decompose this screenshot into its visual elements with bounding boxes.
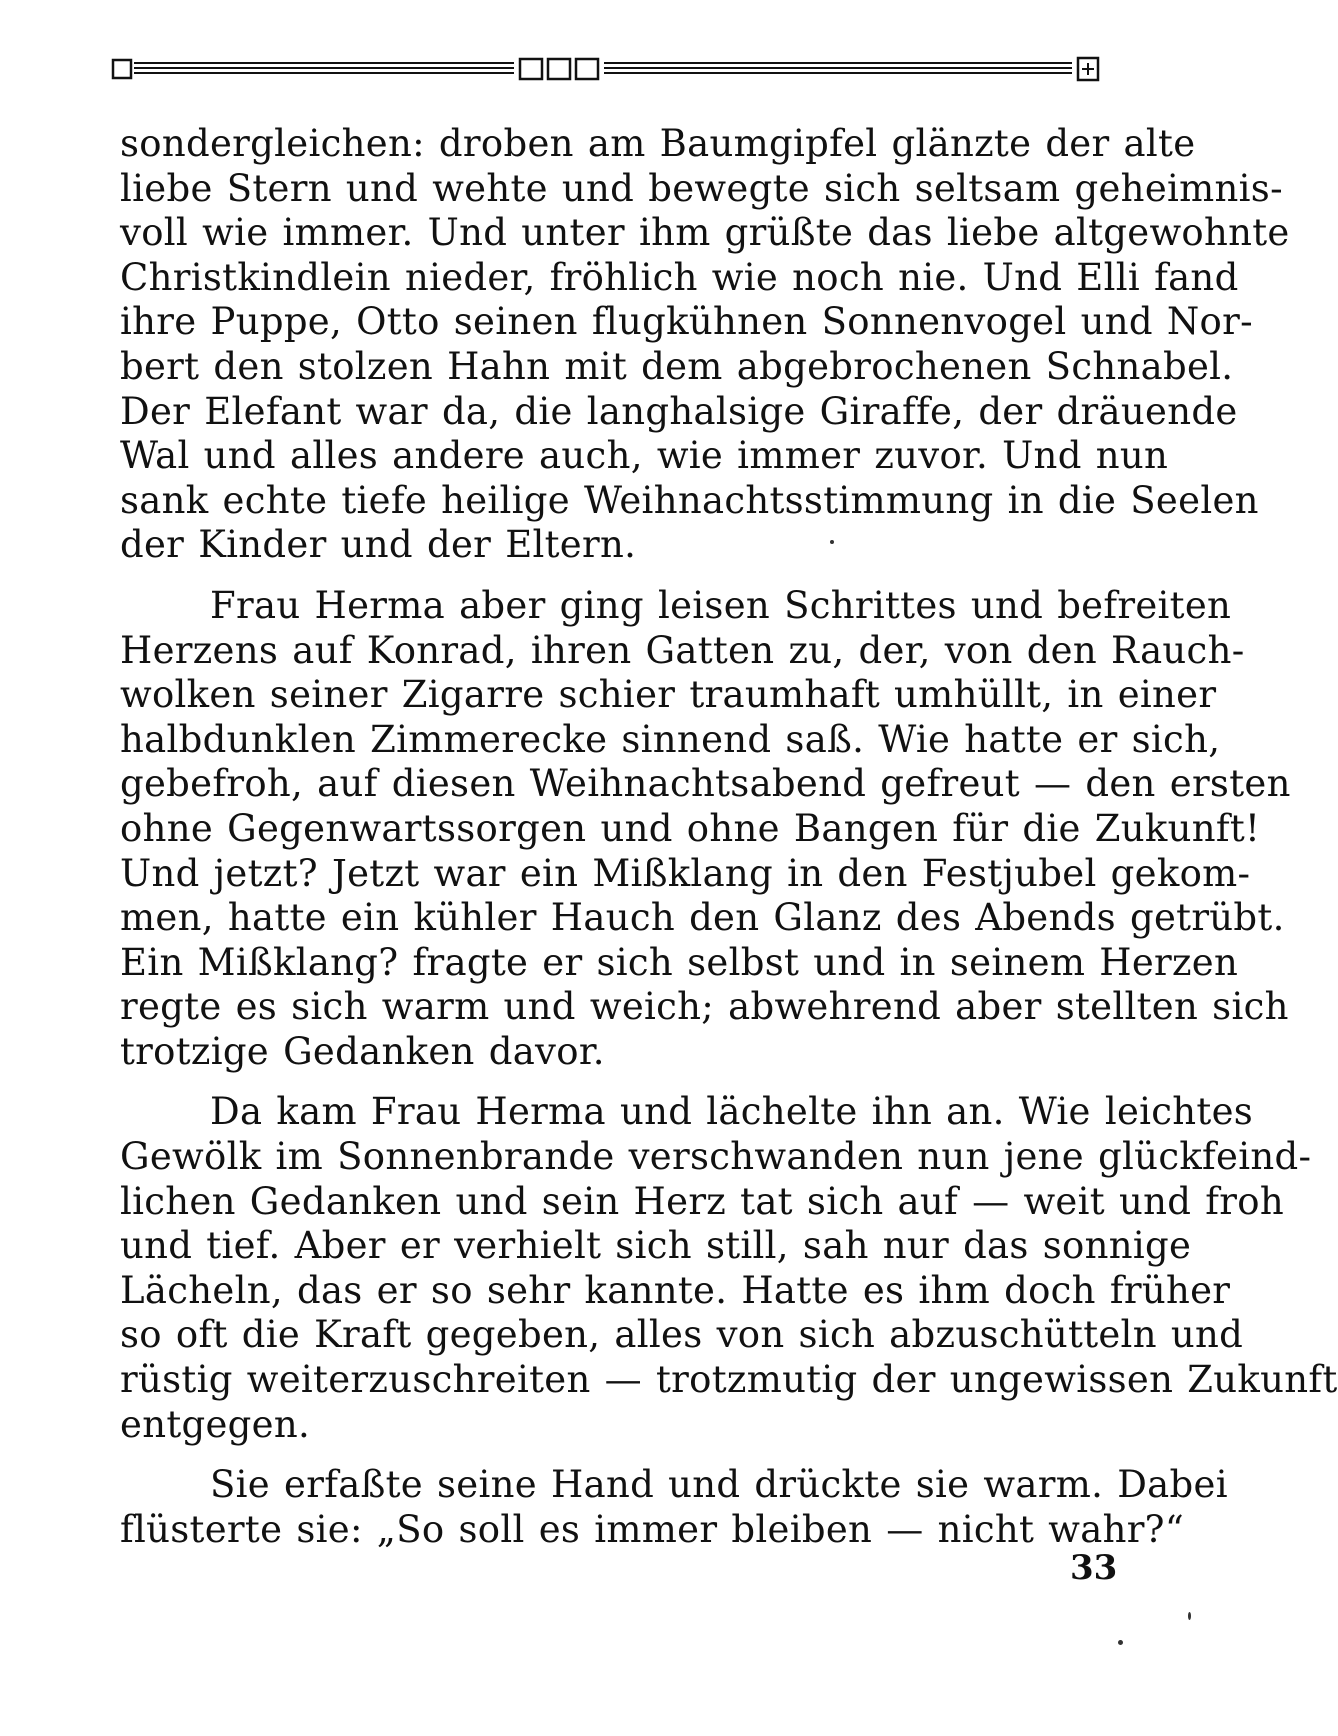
ornament-center-box-1 [520,59,542,79]
paragraph-gap [120,1074,1120,1090]
text-line: und tief. Aber er verhielt sich still, sah nur das sonnige [120,1224,1192,1268]
body-text [120,122,1338,1552]
print-speck [830,540,834,544]
paragraph-gap [120,568,1120,584]
text-line: Christkindlein nieder, fröhlich wie noch nie. Und Elli fand [120,255,1239,299]
text-line: halbdunklen Zimmerecke sinnend saß. Wie hatte er sich, [120,717,1221,761]
ornament-center-box-2 [548,59,570,79]
text-line: entgegen. [120,1402,311,1446]
text-line: der Kinder und der Eltern. [120,523,637,567]
print-speck [1188,1612,1191,1620]
text-line: Der Elefant war da, die langhalsige Giraffe, der dräuende [120,389,1238,433]
text-line: regte es sich warm und weich; abwehrend aber stellten sich [120,985,1289,1029]
text-line: wolken seiner Zigarre schier traumhaft umhüllt, in einer [120,673,1217,717]
text-line: bert den stolzen Hahn mit dem abgebrochenen Schnabel. [120,344,1234,388]
paragraph [120,1463,1228,1552]
text-line: ihre Puppe, Otto seinen flugkühnen Sonnenvogel und Nor- [120,300,1253,344]
paragraph [120,583,1291,1075]
paragraph-gap [120,1447,1120,1463]
text-line: rüstig weiterzuschreiten — trotzmutig der ungewissen Zukunft [120,1358,1338,1402]
text-line: Gewölk im Sonnenbrande verschwanden nun jene glückfeind- [120,1135,1312,1179]
text-line: men, hatte ein kühler Hauch den Glanz des Abends getrübt. [120,896,1285,940]
text-line: Lächeln, das er so sehr kannte. Hatte es ihm doch früher [120,1268,1231,1312]
text-line: ohne Gegenwartssorgen und ohne Bangen für die Zukunft! [120,806,1261,850]
print-speck [1118,1640,1123,1645]
text-line: Und jetzt? Jetzt war ein Mißklang in den Festjubel gekom- [120,851,1251,895]
text-line: Herzens auf Konrad, ihren Gatten zu, der, von den Rauch- [120,628,1245,672]
paragraph [120,1090,1338,1447]
text-line: Sie erfaßte seine Hand und drückte sie warm. Dabei [210,1463,1228,1507]
text-line: lichen Gedanken und sein Herz tat sich auf — weit und froh [120,1179,1284,1223]
text-line: liebe Stern und wehte und bewegte sich seltsam geheimnis- [120,166,1283,210]
text-line: sank echte tiefe heilige Weihnachtsstimmung in die Seelen [120,478,1259,522]
text-line: so oft die Kraft gegeben, alles von sich abzuschütteln und [120,1313,1244,1357]
text-line: gebefroh, auf diesen Weihnachtsabend gefreut — den ersten [120,762,1291,806]
paragraph [120,122,1290,568]
text-line: trotzige Gedanken davor. [120,1029,605,1073]
text-line: flüsterte sie: „So soll es immer bleiben — nicht wahr?“ [120,1507,1185,1551]
header-ornament [112,52,1100,84]
ornament-center-box-3 [576,59,598,79]
text-line: voll wie immer. Und unter ihm grüßte das liebe altgewohnte [120,211,1290,255]
text-line: sondergleichen: droben am Baumgipfel glänzte der alte [120,122,1196,165]
text-line: Ein Mißklang? fragte er sich selbst und in seinem Herzen [120,940,1239,984]
page-number: 33 [1070,1548,1118,1588]
text-line: Wal und alles andere auch, wie immer zuvor. Und nun [120,434,1169,478]
text-line: Frau Herma aber ging leisen Schrittes und befreiten [210,583,1232,627]
ornament-left-box [113,60,131,78]
text-line: Da kam Frau Herma und lächelte ihn an. Wie leichtes [210,1090,1254,1134]
